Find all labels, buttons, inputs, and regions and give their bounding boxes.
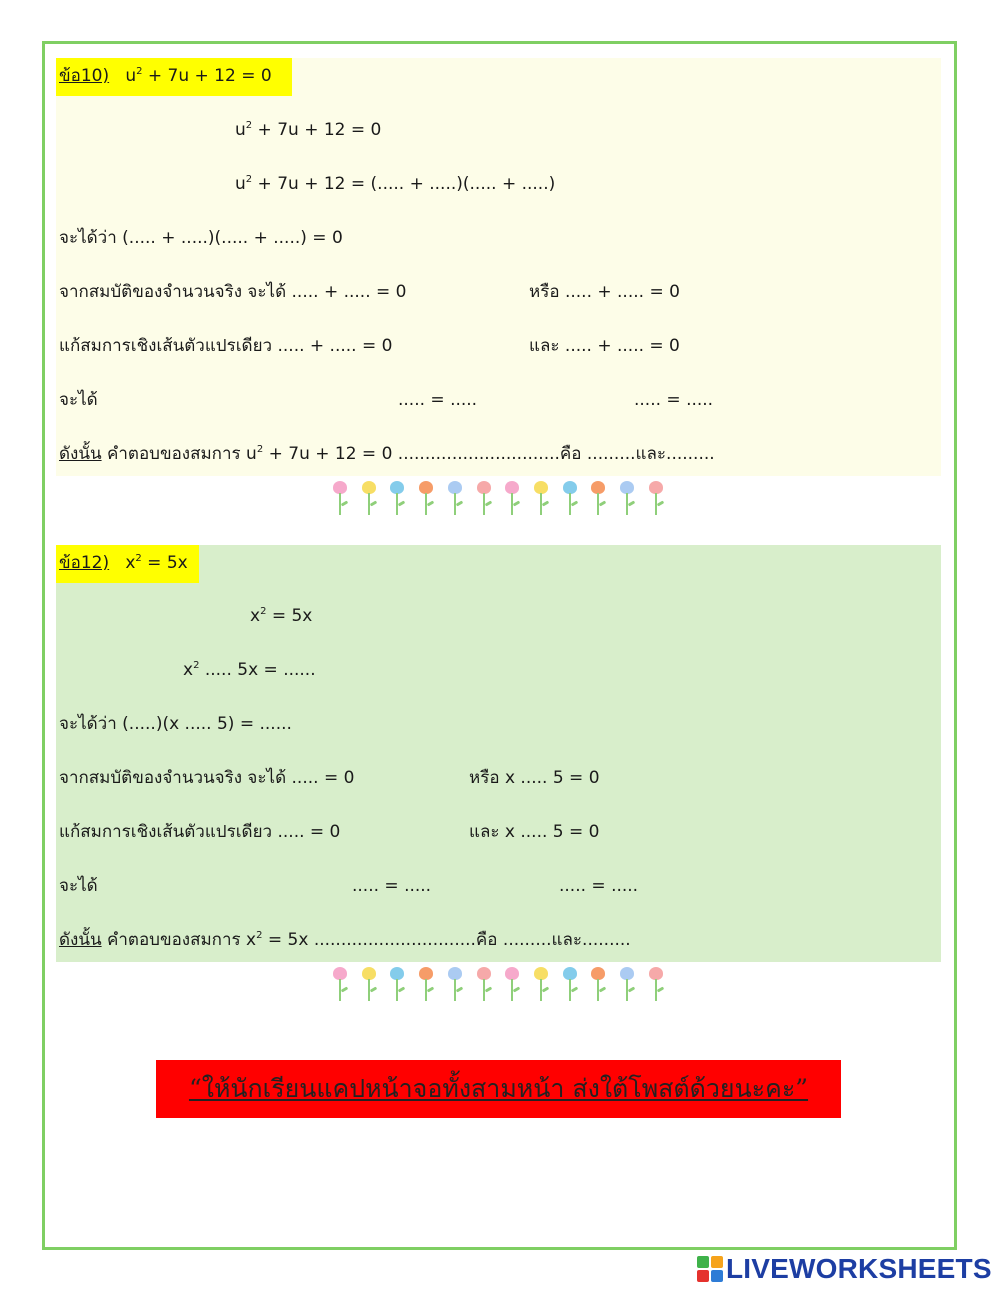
problem-12-line-3: จะได้ว่า (.....)(x ..... 5) = ...... xyxy=(59,714,292,734)
problem-10-line-5b: และ ..... + ..... = 0 xyxy=(529,336,680,356)
problem-10-answer-label: ดังนั้น xyxy=(59,444,102,464)
problem-12-header-equation: $x^2 = 5x$ xyxy=(125,553,188,573)
logo-tile xyxy=(697,1270,709,1282)
problem-12-line-5b: และ x ..... 5 = 0 xyxy=(469,822,600,842)
problem-10-header-equation: $u^2 + 7u + 12 = 0$ xyxy=(125,66,272,86)
problem-12-line-6a: ..... = ..... xyxy=(352,876,432,896)
problem-10-label: ข้อ10) xyxy=(59,66,110,86)
flower-icon xyxy=(588,481,608,517)
problem-12-line-6b: ..... = ..... xyxy=(559,876,639,896)
problem-12-label: ข้อ12) xyxy=(59,553,110,573)
flower-icon xyxy=(474,967,494,1003)
problem-12-header xyxy=(56,545,199,583)
flower-icon xyxy=(617,967,637,1003)
flower-icon xyxy=(646,967,666,1003)
problem-10-line-6a: ..... = ..... xyxy=(398,390,478,410)
problem-10-step-1: $u^2 + 7u + 12 = 0$ xyxy=(235,120,382,140)
problem-10-header xyxy=(56,58,292,96)
liveworksheets-brand[interactable] xyxy=(697,1254,992,1284)
instruction-banner xyxy=(156,1060,841,1118)
problem-10-line-5a: แก้สมการเชิงเส้นตัวแปรเดียว ..... + ..... = 0 xyxy=(59,336,393,356)
problem-12-step-2: $x^2$ ..... 5x = ...... xyxy=(183,660,316,680)
flower-icon xyxy=(445,967,465,1003)
flower-icon xyxy=(387,481,407,517)
flower-divider-1 xyxy=(330,481,666,517)
problem-12-line-4b: หรือ x ..... 5 = 0 xyxy=(469,768,600,788)
problem-10-line-3: จะได้ว่า (..... + .....)(..... + .....) = 0 xyxy=(59,228,343,248)
flower-icon xyxy=(359,481,379,517)
problem-10-panel xyxy=(56,58,941,476)
flower-icon xyxy=(502,481,522,517)
flower-icon xyxy=(474,481,494,517)
instruction-banner-text: “ให้นักเรียนแคปหน้าจอทั้งสามหน้า ส่งใต้โพสต์ด้วยนะคะ” xyxy=(188,1074,809,1103)
flower-icon xyxy=(588,967,608,1003)
problem-12-line-4a: จากสมบัติของจำนวนจริง จะได้ ..... = 0 xyxy=(59,768,355,788)
problem-10-line-4b: หรือ ..... + ..... = 0 xyxy=(529,282,680,302)
flower-icon xyxy=(416,967,436,1003)
liveworksheets-wordmark: LIVEWORKSHEETS xyxy=(726,1253,992,1284)
problem-10-answer-line: ดังนั้น คำตอบของสมการ $u^2 + 7u + 12 = 0$ ..............................คือ .........และ......... xyxy=(59,444,715,464)
flower-icon xyxy=(445,481,465,517)
problem-12-answer-label: ดังนั้น xyxy=(59,930,102,950)
flower-divider-2 xyxy=(330,967,666,1003)
problem-10-line-6-label: จะได้ xyxy=(59,390,98,410)
problem-12-step-1: $x^2 = 5x$ xyxy=(250,606,313,626)
flower-icon xyxy=(330,481,350,517)
problem-12-answer-line: ดังนั้น คำตอบของสมการ $x^2 = 5x$ ..............................คือ .........และ......... xyxy=(59,930,631,950)
problem-10-step-2: $u^2 + 7u + 12$ = (..... + .....)(..... + .....) xyxy=(235,174,556,194)
flower-icon xyxy=(416,481,436,517)
problem-12-panel xyxy=(56,545,941,962)
logo-tile xyxy=(711,1256,723,1268)
flower-icon xyxy=(617,481,637,517)
problem-10-line-4a: จากสมบัติของจำนวนจริง จะได้ ..... + ..... = 0 xyxy=(59,282,407,302)
flower-icon xyxy=(330,967,350,1003)
flower-icon xyxy=(531,481,551,517)
flower-icon xyxy=(560,481,580,517)
flower-icon xyxy=(387,967,407,1003)
logo-tile xyxy=(697,1256,709,1268)
problem-12-line-5a: แก้สมการเชิงเส้นตัวแปรเดียว ..... = 0 xyxy=(59,822,341,842)
flower-icon xyxy=(502,967,522,1003)
problem-12-line-6-label: จะได้ xyxy=(59,876,98,896)
liveworksheets-logo-icon xyxy=(697,1256,723,1282)
logo-tile xyxy=(711,1270,723,1282)
flower-icon xyxy=(359,967,379,1003)
flower-icon xyxy=(531,967,551,1003)
problem-10-line-6b: ..... = ..... xyxy=(634,390,714,410)
flower-icon xyxy=(560,967,580,1003)
flower-icon xyxy=(646,481,666,517)
